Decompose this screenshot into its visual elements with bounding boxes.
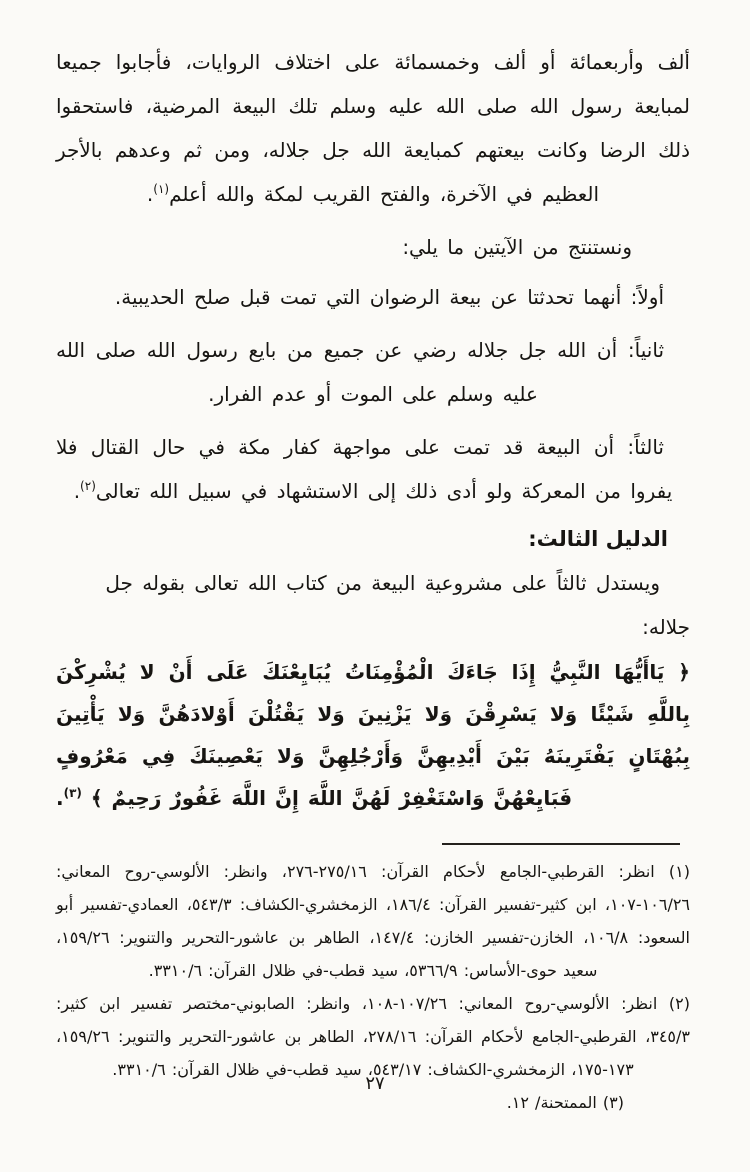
paragraph-continuation [56,40,690,216]
conclusion-intro-line: ونستنتج من الآيتين ما يلي: [402,235,632,259]
item-label: أولاً: [630,285,664,309]
paragraph-text: ألف وأربعمائة أو ألف وخمسمائة على اختلاف الروايات، فأجابوا جميعا لمبايعة رسول الله صلى الله عليه وسلم تلك البيعة المرضية، فاستحقوا ذلك الرضا وكانت بيعتهم كمبايعة الله جل جلاله، ومن ثم وعدهم بالأجر العظيم في الآخرة، والفتح القريب لمكة والله أعلم [56,50,690,206]
page-number: ٢٧ [365,1073,385,1094]
item-text: أن البيعة قد تمت على مواجهة كفار مكة في حال القتال فلا يفروا من المعركة ولو أدى ذلك إلى الاستشهاد في سبيل الله تعالى [56,435,673,503]
lead-in-line: ويستدل ثالثاً على مشروعية البيعة من كتاب الله تعالى بقوله جل جلاله: [105,571,690,639]
item-label: ثانياً: [627,338,665,362]
footnote-2: (٢) انظر: الألوسي-روح المعاني: ١٠٧/٢٦-١٠٨، وانظر: الصابوني-مختصر تفسير ابن كثير: ٣٤٥/٣، القرطبي-الجامع لأحكام القرآن: ٢٧٨/١٦، الطاهر بن عاشور-التحرير والتنوير: ١٥٩/٢٦، ١٧٣-١٧٥، الزمخشري-الكشاف: ٥٤٣/١٧، سيد قطب-في ظلال القرآن: ٣٣١٠/٦. [56,994,690,1079]
footnote-ref-1: (١) [153,182,170,196]
footnote-3: (٣) الممتحنة/ ١٢. [506,1093,624,1112]
footnote-1: (١) انظر: القرطبي-الجامع لأحكام القرآن: ٢٧٥/١٦-٢٧٦، وانظر: الألوسي-روح المعاني: ١٠٦/٢٦-١٠٧، ابن كثير-تفسير القرآن: ١٨٦/٤، الزمخشري-الكشاف: ٥٤٣/٣، العمادي-تفسير أبو السعود: ١٠٦/٨، الخازن-تفسير الخازن: ١٤٧/٤، الطاهر بن عاشور-التحرير والتنوير: ١٥٩/٢٦، سعيد حوى-الأساس: ٥٣٦٦/٩، سيد قطب-في ظلال القرآن: ٣٣١٠/٦. [56,862,691,980]
verse-text: ﴿ يَاأَيُّهَا النَّبِيُّ إِذَا جَاءَكَ الْمُؤْمِنَاتُ يُبَايِعْنَكَ عَلَى أَنْ لا يُشْرِكْنَ بِاللَّهِ شَيْئًا وَلا يَسْرِقْنَ وَلا يَزْنِينَ وَلا يَقْتُلْنَ أَوْلادَهُنَّ وَلا يَأْتِينَ بِبُهْتَانٍ يَفْتَرِينَهُ بَيْنَ أَيْدِيهِنَّ وَأَرْجُلِهِنَّ وَلا يَعْصِينَكَ فِي مَعْرُوفٍ فَبَايِعْهُنَّ وَاسْتَغْفِرْ لَهُنَّ اللَّهَ إِنَّ اللَّهَ غَفُورٌ رَحِيمٌ ﴾ [56,660,690,810]
conclusion-item-first [56,275,690,319]
footnote-ref-2: (٢) [80,479,96,493]
footnote-separator [442,843,680,845]
conclusion-item-third [56,425,690,513]
section-heading: الدليل الثالث: [528,527,668,551]
item-text: أن الله جل جلاله رضي عن جميع من بايع رسول الله صلى الله عليه وسلم على الموت أو عدم الفرار. [56,338,618,406]
quran-verse [56,651,690,819]
paragraph-period: . [146,182,154,206]
item-period: . [73,479,81,503]
verse-period: . [56,786,64,810]
footnote-ref-3: (٣) [63,786,82,800]
page-content [56,40,690,1119]
item-text: أنهما تحدثتا عن بيعة الرضوان التي تمت قبل صلح الحديبية. [114,285,622,309]
item-label: ثالثاً: [627,435,664,459]
conclusion-item-second [56,328,690,416]
